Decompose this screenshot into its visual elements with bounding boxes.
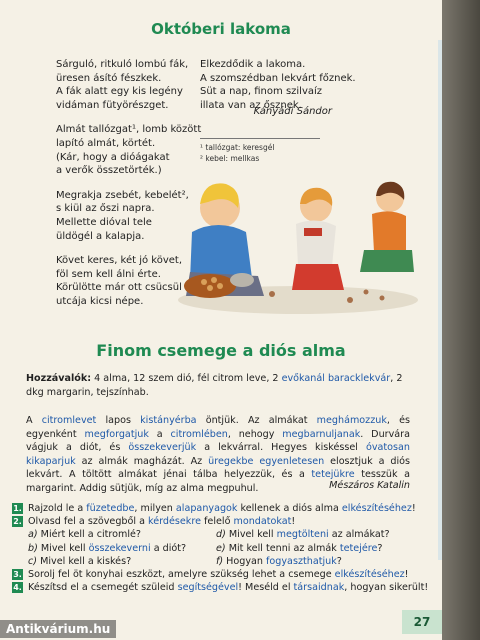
poem-line: üresen ásító fészkek. bbox=[56, 72, 162, 84]
poem-line: Körülötte már ott csücsül bbox=[56, 282, 182, 294]
question-c bbox=[28, 555, 216, 568]
text-run: felelő bbox=[201, 516, 234, 528]
text-run: Mivel kell a kiskés? bbox=[37, 555, 132, 567]
question-a bbox=[28, 528, 216, 541]
highlighted-word: megforgatjuk bbox=[84, 428, 149, 440]
question-d bbox=[216, 528, 416, 541]
text-run: , nehogy bbox=[227, 428, 283, 440]
text-run: Mivel kell bbox=[37, 542, 89, 554]
recipe-title: Finom csemege a diós alma bbox=[96, 341, 346, 360]
text-run: . Durvára vágjuk a diót, és bbox=[26, 428, 410, 454]
highlighted-word: összekeverni bbox=[88, 542, 151, 554]
text-run: ! Meséld el bbox=[238, 582, 294, 594]
ingredients bbox=[26, 372, 410, 399]
highlighted-word: üregekbe bbox=[208, 455, 254, 467]
poem-author: Kányádi Sándor bbox=[253, 106, 332, 117]
highlighted-word: meghámozzuk bbox=[316, 415, 387, 426]
ingredients-label: Hozzávalók: bbox=[26, 373, 92, 384]
text-run: Mivel kell bbox=[225, 529, 277, 541]
text-run: , 2 dkg margarin, tejszínhab. bbox=[26, 373, 403, 398]
task-4 bbox=[12, 581, 429, 594]
highlighted-word: tetejükre bbox=[311, 469, 355, 481]
text-run: Mit kell tenni az almák bbox=[225, 542, 340, 554]
question-letter: f) bbox=[216, 555, 224, 567]
text-run: , és egyenként bbox=[26, 415, 410, 440]
highlighted-word: evőkanál baracklekvár bbox=[281, 373, 391, 384]
text-run: A bbox=[26, 415, 42, 426]
text-run: a bbox=[148, 428, 171, 440]
highlighted-word: elkészítéséhez bbox=[341, 503, 412, 514]
highlighted-word: megtölteni bbox=[276, 529, 329, 541]
poem-line: utcája kicsi népe. bbox=[56, 295, 144, 307]
question-e bbox=[216, 542, 416, 555]
task-3 bbox=[12, 568, 412, 581]
question-letter: a) bbox=[28, 529, 38, 541]
text-run: , hogyan sikerült! bbox=[344, 582, 429, 594]
highlighted-word: segítségével bbox=[177, 582, 239, 594]
text-run: a diót? bbox=[150, 542, 187, 554]
poem-line: Követ keres, két jó követ, bbox=[56, 255, 183, 267]
highlighted-word: fogyaszthatjuk bbox=[266, 555, 337, 567]
question-grid bbox=[12, 528, 412, 568]
poem-line: Elkezdődik a lakoma. bbox=[200, 59, 306, 70]
text-run: ? bbox=[377, 542, 383, 554]
text-run: Hogyan bbox=[223, 555, 267, 567]
text-run: a lekvárral. Hegyes kiskéssel bbox=[196, 442, 366, 454]
question-f bbox=[216, 555, 416, 568]
highlighted-word: tetejére bbox=[339, 542, 378, 554]
children-illustration bbox=[168, 168, 418, 328]
text-run: Rajzold le a bbox=[28, 503, 87, 514]
poem-column-2 bbox=[200, 58, 356, 112]
highlighted-word: füzetedbe bbox=[86, 503, 135, 514]
text-run: kellenek a diós alma bbox=[237, 503, 342, 514]
task-2 bbox=[12, 515, 412, 528]
question-letter: e) bbox=[216, 542, 226, 554]
text-run: 4 alma, 12 szem dió, fél citrom leve, 2 bbox=[91, 373, 282, 384]
poem-line: lapító almát, körtét. bbox=[56, 137, 156, 149]
highlighted-word: összekeverjük bbox=[128, 442, 197, 454]
poem-line: Mellette dióval tele bbox=[56, 216, 152, 228]
poem-line: A szomszédban lekvárt főznek. bbox=[200, 72, 356, 84]
poem-line: illata van az ősznek. bbox=[200, 99, 302, 111]
recipe-author: Mészáros Katalin bbox=[329, 480, 410, 491]
poem-line: a verők összetörték.) bbox=[56, 165, 162, 177]
text-run: az almák magházát. Az bbox=[75, 455, 209, 467]
task-number: 2. bbox=[13, 517, 22, 527]
poem-line: vidáman fütyörészget. bbox=[56, 99, 169, 111]
text-run: Miért kell a citromlé? bbox=[37, 529, 142, 541]
highlighted-word: citromlevet bbox=[41, 415, 97, 426]
poem-line: A fák alatt egy kis legény bbox=[56, 86, 183, 98]
text-run: , milyen bbox=[134, 503, 176, 514]
text-run: ? bbox=[336, 555, 342, 567]
footnote: ¹ tallózgat: keresgél bbox=[200, 143, 275, 152]
highlighted-word: társaidnak bbox=[293, 582, 345, 594]
text-run: ! bbox=[411, 503, 416, 514]
text-run: lapos bbox=[96, 415, 141, 426]
task-list bbox=[12, 502, 429, 594]
footnote: ² kebel: mellkas bbox=[200, 154, 260, 163]
poem-line: (Kár, hogy a dióágakat bbox=[56, 151, 170, 163]
task-number: 4. bbox=[13, 583, 22, 593]
poem-line: Sárguló, ritkuló lombú fák, bbox=[56, 59, 189, 70]
task-number: 1. bbox=[13, 504, 22, 513]
text-run: öntjük. Az almákat bbox=[196, 415, 317, 426]
highlighted-word: citromlében bbox=[170, 428, 228, 440]
text-run: ! bbox=[291, 516, 296, 528]
watermark: Antikvárium.hu bbox=[0, 620, 116, 638]
question-b bbox=[28, 542, 216, 555]
text-run: az almákat? bbox=[328, 529, 390, 541]
highlighted-word: kérdésekre bbox=[148, 516, 201, 528]
page-number: 27 bbox=[402, 610, 442, 634]
stanza bbox=[56, 58, 201, 112]
task-1 bbox=[12, 502, 416, 515]
footnotes bbox=[200, 142, 274, 164]
text-run: Készítsd el a csemegét szüleid bbox=[28, 582, 178, 594]
poem-line: üldögél a kalapja. bbox=[56, 230, 145, 242]
highlighted-word: alapanyagok bbox=[175, 503, 238, 514]
highlighted-word: megbarnuljanak bbox=[282, 428, 361, 440]
poem-line: Süt a nap, finom szilvaíz bbox=[200, 86, 323, 98]
poem-line: Megrakja zsebét, kebelét², bbox=[56, 189, 189, 201]
footnote-divider bbox=[200, 138, 320, 139]
poem-title: Októberi lakoma bbox=[151, 20, 291, 38]
poem-line: föl sem kell álni érte. bbox=[56, 268, 161, 280]
highlighted-word: elkészítéséhez bbox=[334, 569, 405, 581]
highlighted-word: óvatosan kikaparjuk bbox=[26, 442, 410, 467]
text-run: ! bbox=[404, 569, 409, 581]
text-run: Olvasd fel a szövegből a bbox=[28, 516, 149, 528]
poem-line: Almát tallózgat¹, lomb között bbox=[56, 124, 202, 136]
poem-line: s kiül az őszi napra. bbox=[56, 203, 155, 215]
highlighted-word: kistányérba bbox=[140, 415, 197, 426]
facing-page-edge bbox=[442, 0, 480, 640]
question-letter: d) bbox=[216, 529, 226, 541]
text-run: tesszük a margarint. Addig sütjük, míg az alma megpuhul. bbox=[26, 469, 410, 494]
text-run: elosztjuk a diós lekvárt. A töltött almákat jénai tálba helyezzük, és a bbox=[26, 455, 410, 481]
highlighted-word: egyenletesen bbox=[259, 455, 325, 467]
question-letter: b) bbox=[28, 542, 38, 554]
question-letter: c) bbox=[28, 555, 38, 567]
text-run: Sorolj fel öt konyhai eszközt, amelyre szükség lehet a csemege bbox=[28, 569, 335, 581]
highlighted-word: mondatokat bbox=[233, 516, 292, 528]
task-number: 3. bbox=[13, 570, 22, 580]
